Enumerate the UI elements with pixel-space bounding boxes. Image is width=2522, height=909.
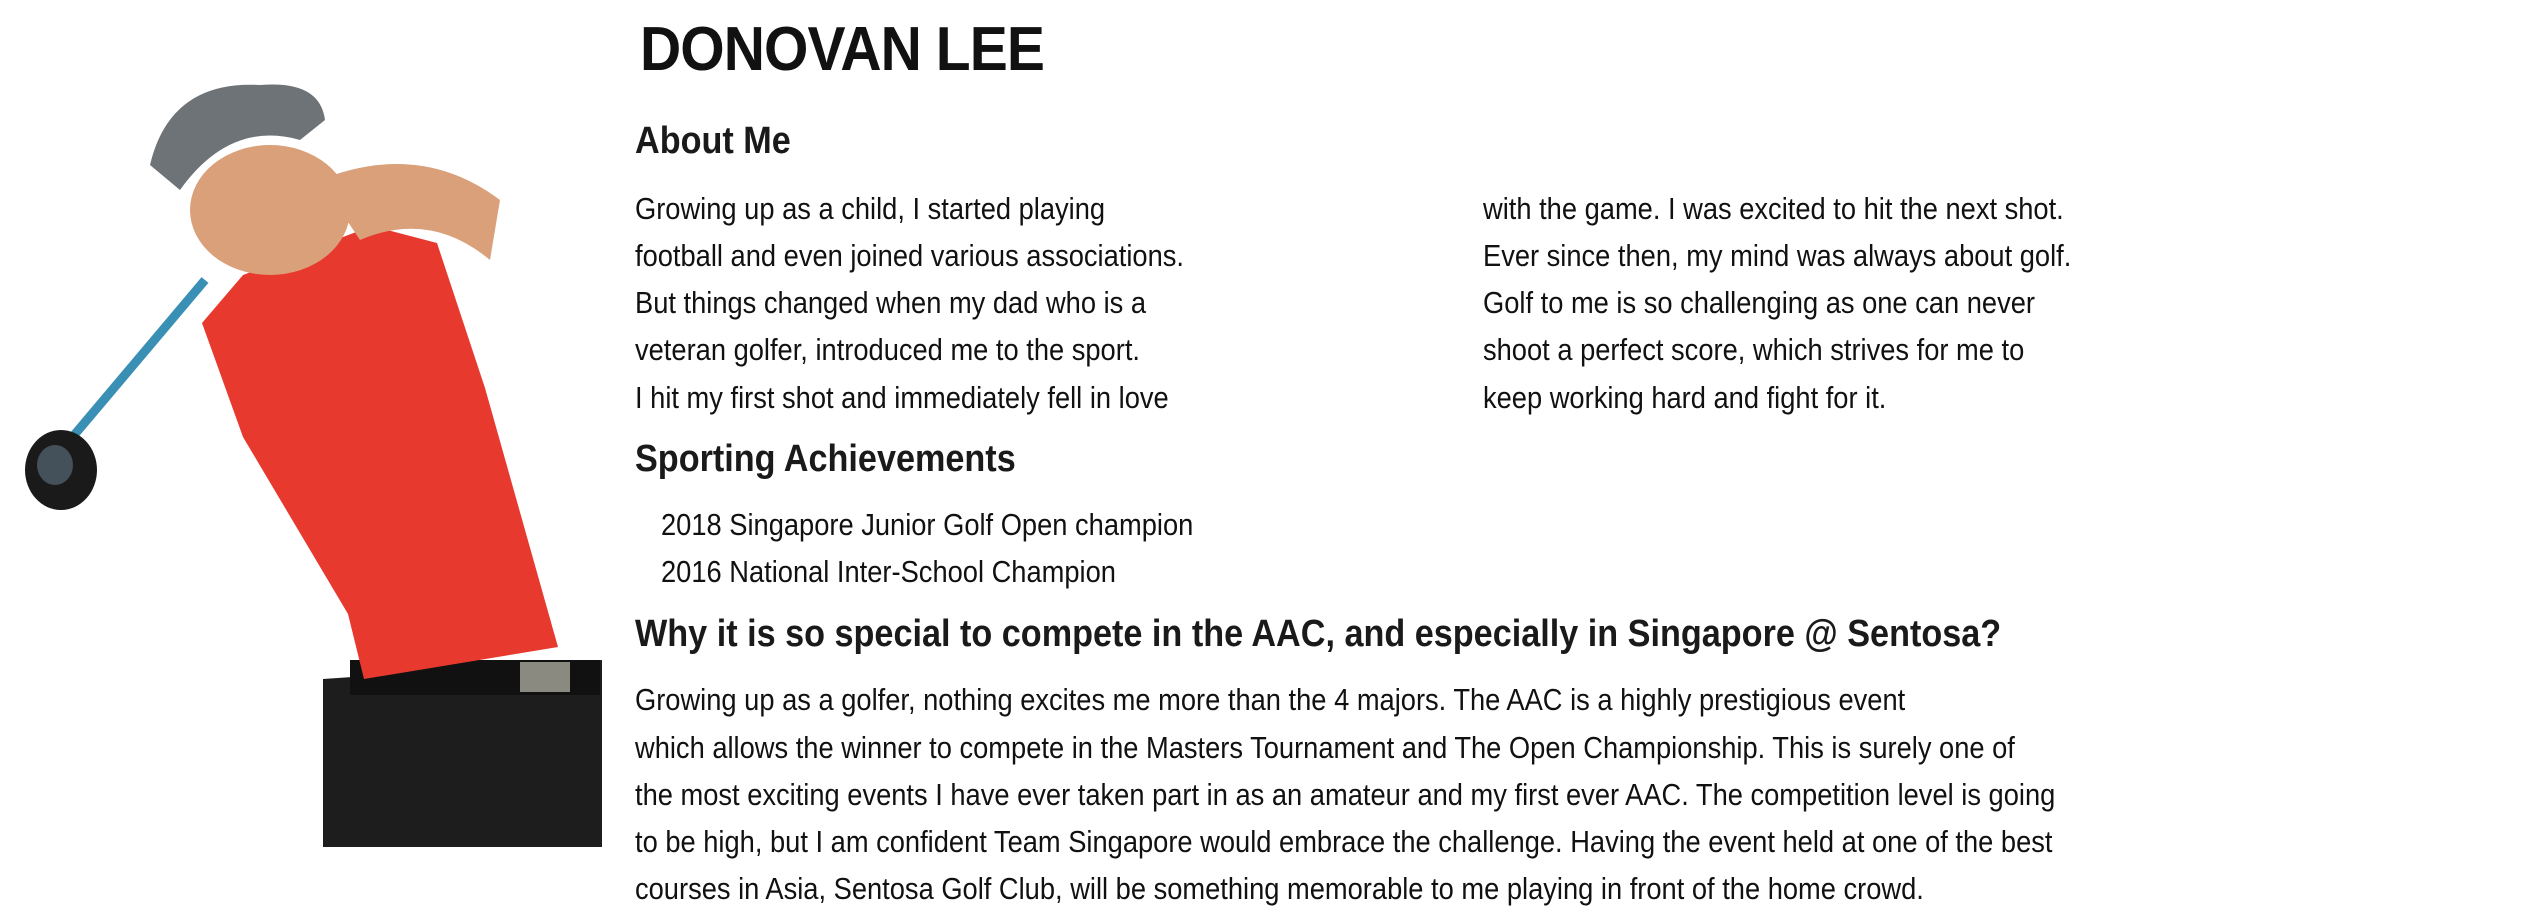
about-heading: About Me — [635, 120, 791, 162]
about-line: But things changed when my dad who is a — [635, 285, 1147, 320]
special-line: courses in Asia, Sentosa Golf Club, will be something memorable to me playing in front of the home crowd. — [635, 871, 1924, 906]
player-name: DONOVAN LEE — [640, 15, 1044, 84]
about-line: football and even joined various associations. — [635, 238, 1184, 273]
golfer-photo — [0, 60, 620, 860]
about-line: with the game. I was excited to hit the next shot. — [1483, 191, 2064, 226]
about-line: keep working hard and fight for it. — [1483, 380, 1887, 415]
about-line: Ever since then, my mind was always about golf. — [1483, 238, 2072, 273]
achievement-item: 2016 National Inter-School Champion — [661, 554, 1116, 589]
about-line: I hit my first shot and immediately fell in love — [635, 380, 1169, 415]
achievement-item: 2018 Singapore Junior Golf Open champion — [661, 507, 1194, 542]
special-heading: Why it is so special to compete in the AAC, and especially in Singapore @ Sentosa? — [635, 613, 2002, 655]
special-line: to be high, but I am confident Team Singapore would embrace the challenge. Having the event held at one of the best — [635, 824, 2053, 859]
special-line: the most exciting events I have ever taken part in as an amateur and my first ever AAC. The competition level is going — [635, 777, 2056, 812]
special-line: Growing up as a golfer, nothing excites me more than the 4 majors. The AAC is a highly prestigious event — [635, 682, 1906, 717]
achievements-heading: Sporting Achievements — [635, 438, 1016, 480]
about-line: shoot a perfect score, which strives for me to — [1483, 332, 2025, 367]
about-line: veteran golfer, introduced me to the sport. — [635, 332, 1140, 367]
about-line: Growing up as a child, I started playing — [635, 191, 1106, 226]
special-line: which allows the winner to compete in the Masters Tournament and The Open Championship. This is surely one of — [635, 730, 2015, 765]
about-line: Golf to me is so challenging as one can never — [1483, 285, 2035, 320]
